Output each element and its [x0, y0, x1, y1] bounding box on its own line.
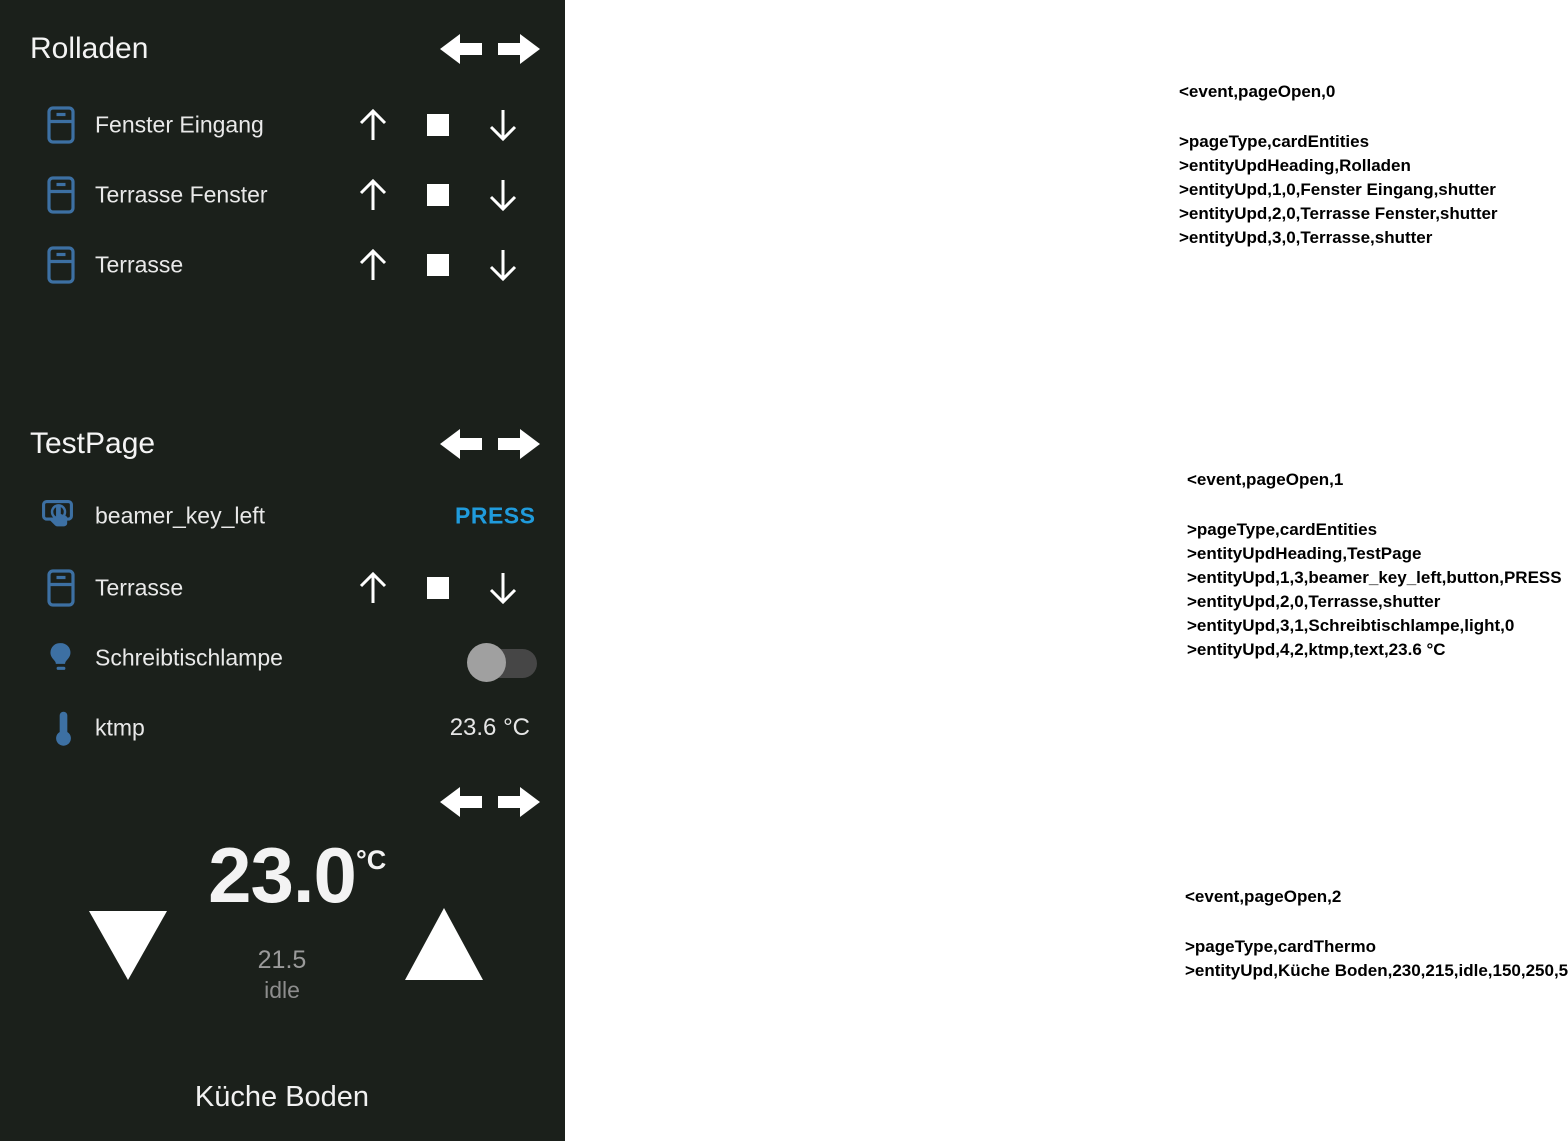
shutter-down-button[interactable] — [486, 177, 520, 213]
stop-square-icon — [427, 114, 449, 136]
shutter-stop-button[interactable] — [427, 577, 449, 599]
log-blank-line — [1179, 104, 1498, 130]
gesture-tap-button-icon — [42, 500, 73, 533]
log-line: >entityUpdHeading,Rolladen — [1179, 156, 1411, 175]
log-line: >entityUpd,4,2,ktmp,text,23.6 °C — [1187, 640, 1446, 659]
stop-square-icon — [427, 577, 449, 599]
window-shutter-icon — [47, 176, 75, 214]
log-event-line: <event,pageOpen,2 — [1185, 887, 1342, 906]
temperature-unit: °C — [356, 845, 387, 875]
entity-label: Fenster Eingang — [95, 111, 264, 138]
shutter-stop-button[interactable] — [427, 184, 449, 206]
triangle-up-icon — [404, 969, 484, 984]
setpoint-temperature: 21.5 — [257, 946, 307, 974]
press-button[interactable]: PRESS — [455, 502, 536, 529]
button-row — [0, 481, 565, 551]
hvac-state: idle — [264, 977, 300, 1003]
log-blank-line — [1187, 492, 1562, 518]
shutter-row — [0, 160, 565, 230]
sensor-value: 23.6 °C — [449, 714, 530, 741]
entity-label: ktmp — [95, 714, 145, 741]
log-line: >pageType,cardEntities — [1179, 132, 1370, 151]
arrow-right-bold-icon — [498, 805, 540, 820]
log-column — [565, 0, 1568, 1141]
temp-decrease-button[interactable] — [88, 910, 168, 981]
temp-increase-button[interactable] — [404, 907, 484, 981]
stop-square-icon — [427, 254, 449, 276]
arrow-down-icon — [486, 201, 520, 216]
log-blank-line — [1185, 909, 1568, 935]
window-shutter-icon — [47, 106, 75, 144]
shutter-stop-button[interactable] — [427, 114, 449, 136]
entity-label: beamer_key_left — [95, 502, 266, 529]
page-title: TestPage — [30, 427, 156, 460]
log-event-line: <event,pageOpen,1 — [1187, 470, 1344, 489]
shutter-row — [0, 230, 565, 300]
nav-prev-button[interactable] — [438, 787, 484, 817]
triangle-down-icon — [88, 969, 168, 984]
toggle-knob — [467, 643, 506, 682]
entity-label: Terrasse Fenster — [95, 181, 268, 208]
shutter-up-button[interactable] — [356, 177, 390, 213]
arrow-left-bold-icon — [440, 447, 482, 462]
stop-square-icon — [427, 184, 449, 206]
log-block-page2 — [1185, 885, 1568, 983]
nav-next-button[interactable] — [496, 787, 542, 817]
shutter-stop-button[interactable] — [427, 254, 449, 276]
entity-label: Schreibtischlampe — [95, 644, 283, 671]
arrow-down-icon — [486, 131, 520, 146]
arrow-down-icon — [486, 594, 520, 609]
log-line: >entityUpd,2,0,Terrasse,shutter — [1187, 592, 1441, 611]
log-line: >entityUpd,1,3,beamer_key_left,button,PRESS — [1187, 568, 1562, 587]
thermostat-name: Küche Boden — [194, 1081, 370, 1113]
nav-next-button[interactable] — [496, 34, 542, 64]
window-shutter-icon — [47, 246, 75, 284]
nav-next-button[interactable] — [496, 429, 542, 459]
log-block-page1 — [1187, 468, 1562, 662]
arrow-up-icon — [356, 131, 390, 146]
shutter-up-button[interactable] — [356, 247, 390, 283]
log-event-line: <event,pageOpen,0 — [1179, 82, 1336, 101]
arrow-left-bold-icon — [440, 52, 482, 67]
page-title: Rolladen — [30, 32, 149, 65]
log-line: >entityUpd,2,0,Terrasse Fenster,shutter — [1179, 204, 1498, 223]
entity-label: Terrasse — [95, 574, 184, 601]
shutter-down-button[interactable] — [486, 570, 520, 606]
shutter-down-button[interactable] — [486, 247, 520, 283]
log-block-page0 — [1179, 80, 1498, 250]
arrow-down-icon — [486, 271, 520, 286]
shutter-down-button[interactable] — [486, 107, 520, 143]
entity-label: Terrasse — [95, 251, 184, 278]
arrow-left-bold-icon — [440, 805, 482, 820]
log-line: >pageType,cardEntities — [1187, 520, 1378, 539]
current-temperature: 23.0 — [208, 831, 356, 919]
thermometer-icon — [55, 710, 72, 746]
log-line: >pageType,cardThermo — [1185, 937, 1376, 956]
shutter-up-button[interactable] — [356, 570, 390, 606]
light-toggle-switch[interactable] — [467, 643, 537, 683]
log-line: >entityUpd,1,0,Fenster Eingang,shutter — [1179, 180, 1496, 199]
nav-prev-button[interactable] — [438, 429, 484, 459]
window-shutter-icon — [47, 569, 75, 607]
text-row — [0, 693, 565, 763]
log-line: >entityUpd,3,1,Schreibtischlampe,light,0 — [1187, 616, 1515, 635]
shutter-up-button[interactable] — [356, 107, 390, 143]
log-line: >entityUpd,Küche Boden,230,215,idle,150,250,5 — [1185, 961, 1568, 980]
arrow-right-bold-icon — [498, 447, 540, 462]
log-line: >entityUpd,3,0,Terrasse,shutter — [1179, 228, 1433, 247]
shutter-row — [0, 90, 565, 160]
nav-prev-button[interactable] — [438, 34, 484, 64]
arrow-right-bold-icon — [498, 52, 540, 67]
device-panel — [0, 0, 565, 1141]
arrow-up-icon — [356, 271, 390, 286]
lightbulb-icon — [46, 642, 76, 675]
shutter-row — [0, 553, 565, 623]
log-line: >entityUpdHeading,TestPage — [1187, 544, 1422, 563]
arrow-up-icon — [356, 201, 390, 216]
arrow-up-icon — [356, 594, 390, 609]
